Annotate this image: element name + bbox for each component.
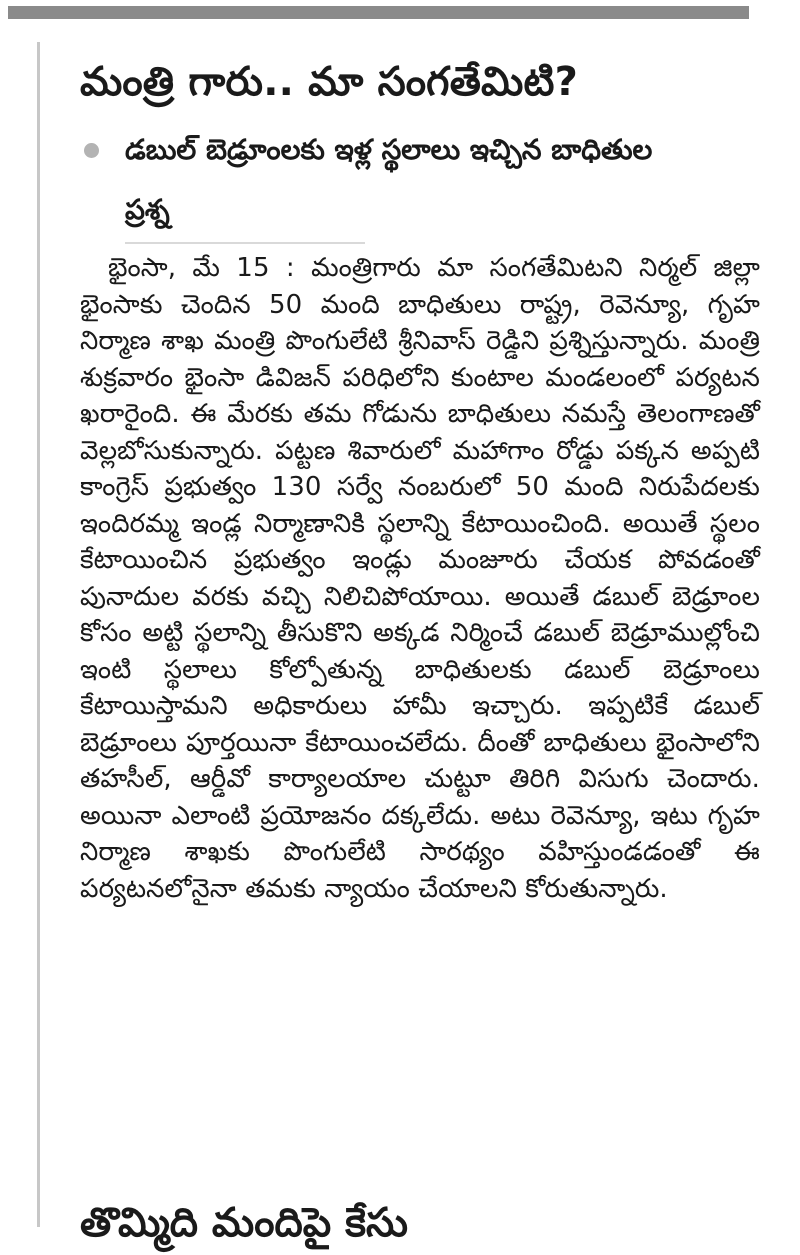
next-article-headline: తొమ్మిది మందిపై కేసు [80,1200,408,1247]
bullet-icon [84,143,99,158]
subheadline-block [80,120,665,240]
article-body: భైంసా, మే 15 : మంత్రిగారు మా సంగతేమిటని నిర్మల్ జిల్లా భైంసాకు చెందిన 50 మంది బాధితులు రాష్ట్ర, రెవెన్యూ, గృహ నిర్మాణ శాఖ మంత్రి పొంగులేటి శ్రీనివాస్ రెడ్డిని ప్రశ్నిస్తున్నారు. మంత్రి శుక్రవారం భైంసా డివిజన్ పరిధిలోని కుంటాల మండలంలో పర్యటన ఖరారైంది. ఈ మేరకు తమ గోడును బాధితులు నమస్తే తెలంగాణతో వెల్లబోసుకున్నారు. పట్టణ శివారులో మహాగాం రోడ్డు పక్కన అప్పటి కాంగ్రెస్ ప్రభుత్వం 130 సర్వే నంబరులో 50 మంది నిరుపేదలకు ఇందిరమ్మ ఇండ్ల నిర్మాణానికి స్థలాన్ని కేటాయించింది. అయితే స్థలం కేటాయించిన ప్రభుత్వం ఇండ్లు మంజూరు చేయక పోవడంతో పునాదుల వరకు వచ్చి నిలిచిపోయాయి. అయితే డబుల్ బెడ్రూంల కోసం అట్టి స్థలాన్ని తీసుకొని అక్కడ నిర్మించే డబుల్ బెడ్రూముల్లోంచి ఇంటి స్థలాలు కోల్పోతున్న బాధితులకు డబుల్ బెడ్రూంలు కేటాయిస్తామని అధికారులు హామీ ఇచ్చారు. ఇప్పటికే డబుల్ బెడ్రూంలు పూర్తయినా కేటాయించలేదు. దీంతో బాధితులు భైంసాలోని తహసీల్, ఆర్డీవో కార్యాలయాల చుట్టూ తిరిగి విసుగు చెందారు. అయినా ఎలాంటి ప్రయోజనం దక్కలేదు. అటు రెవెన్యూ, ఇటు గృహ నిర్మాణ శాఖకు పొంగులేటి సారథ్యం వహిస్తుండడంతో ఈ పర్యటనలోనైనా తమకు న్యాయం చేయాలని కోరుతున్నారు. [80,253,760,904]
column-divider [37,42,40,1227]
subheadline-underline [125,242,365,244]
top-divider [8,6,749,19]
article-headline: మంత్రి గారు.. మా సంగతేమిటి? [80,59,579,105]
news-article [80,40,760,907]
article-subheadline: డబుల్ బెడ్రూంలకు ఇళ్ల స్థలాలు ఇచ్చిన బాధితుల ప్రశ్న [125,133,653,226]
